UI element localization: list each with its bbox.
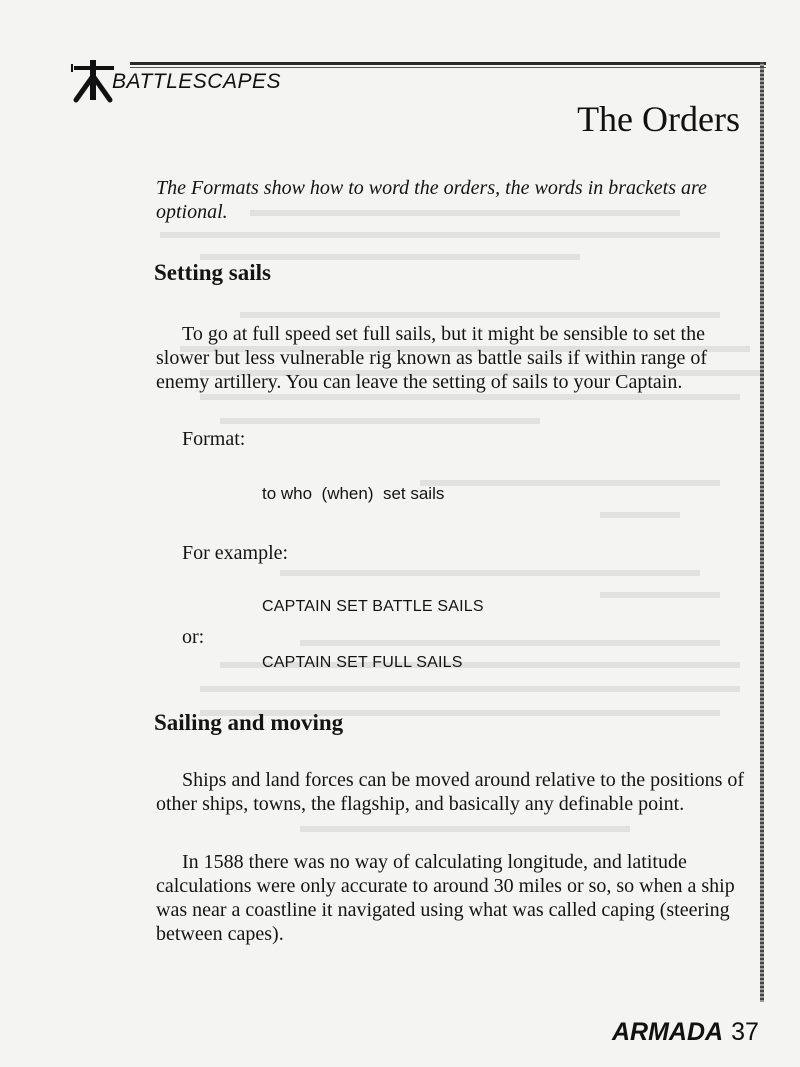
section-heading-setting-sails: Setting sails — [154, 260, 271, 285]
brand-name: BATTLESCAPES — [112, 70, 281, 93]
sailing-paragraph-2: In 1588 there was no way of calculating longitude, and latitude calculations were only accurate to around 30 miles or so, so when a ship was near a coastline it navigated using what was called caping (steering between capes). — [156, 851, 735, 945]
example-label: For example: — [182, 542, 289, 564]
format-syntax: to who (when) set sails — [262, 484, 445, 503]
example-order-battle-sails: CAPTAIN SET BATTLE SAILS — [262, 598, 484, 615]
page-number: 37 — [731, 1018, 759, 1046]
section-heading-sailing-and-moving: Sailing and moving — [154, 710, 344, 735]
format-label: Format: — [182, 428, 246, 450]
page-footer — [612, 1018, 759, 1047]
header-rule — [130, 62, 766, 65]
intro-paragraph: The Formats show how to word the orders, the words in brackets are optional. — [156, 177, 707, 223]
setting-sails-paragraph: To go at full speed set full sails, but it might be sensible to set the slower but less vulnerable rig known as battle sails if within range of enemy artillery. You can leave the setting of sails to your Captain. — [156, 323, 707, 393]
header-rule-thin — [130, 67, 766, 68]
page-right-border — [760, 62, 764, 1002]
page-title: The Orders — [577, 99, 740, 139]
or-label: or: — [182, 626, 205, 648]
sailing-paragraph-1: Ships and land forces can be moved around relative to the positions of other ships, towns, the flagship, and basically any definable point. — [156, 769, 745, 815]
example-order-full-sails: CAPTAIN SET FULL SAILS — [262, 654, 463, 671]
footer-book-title: ARMADA — [612, 1018, 724, 1046]
